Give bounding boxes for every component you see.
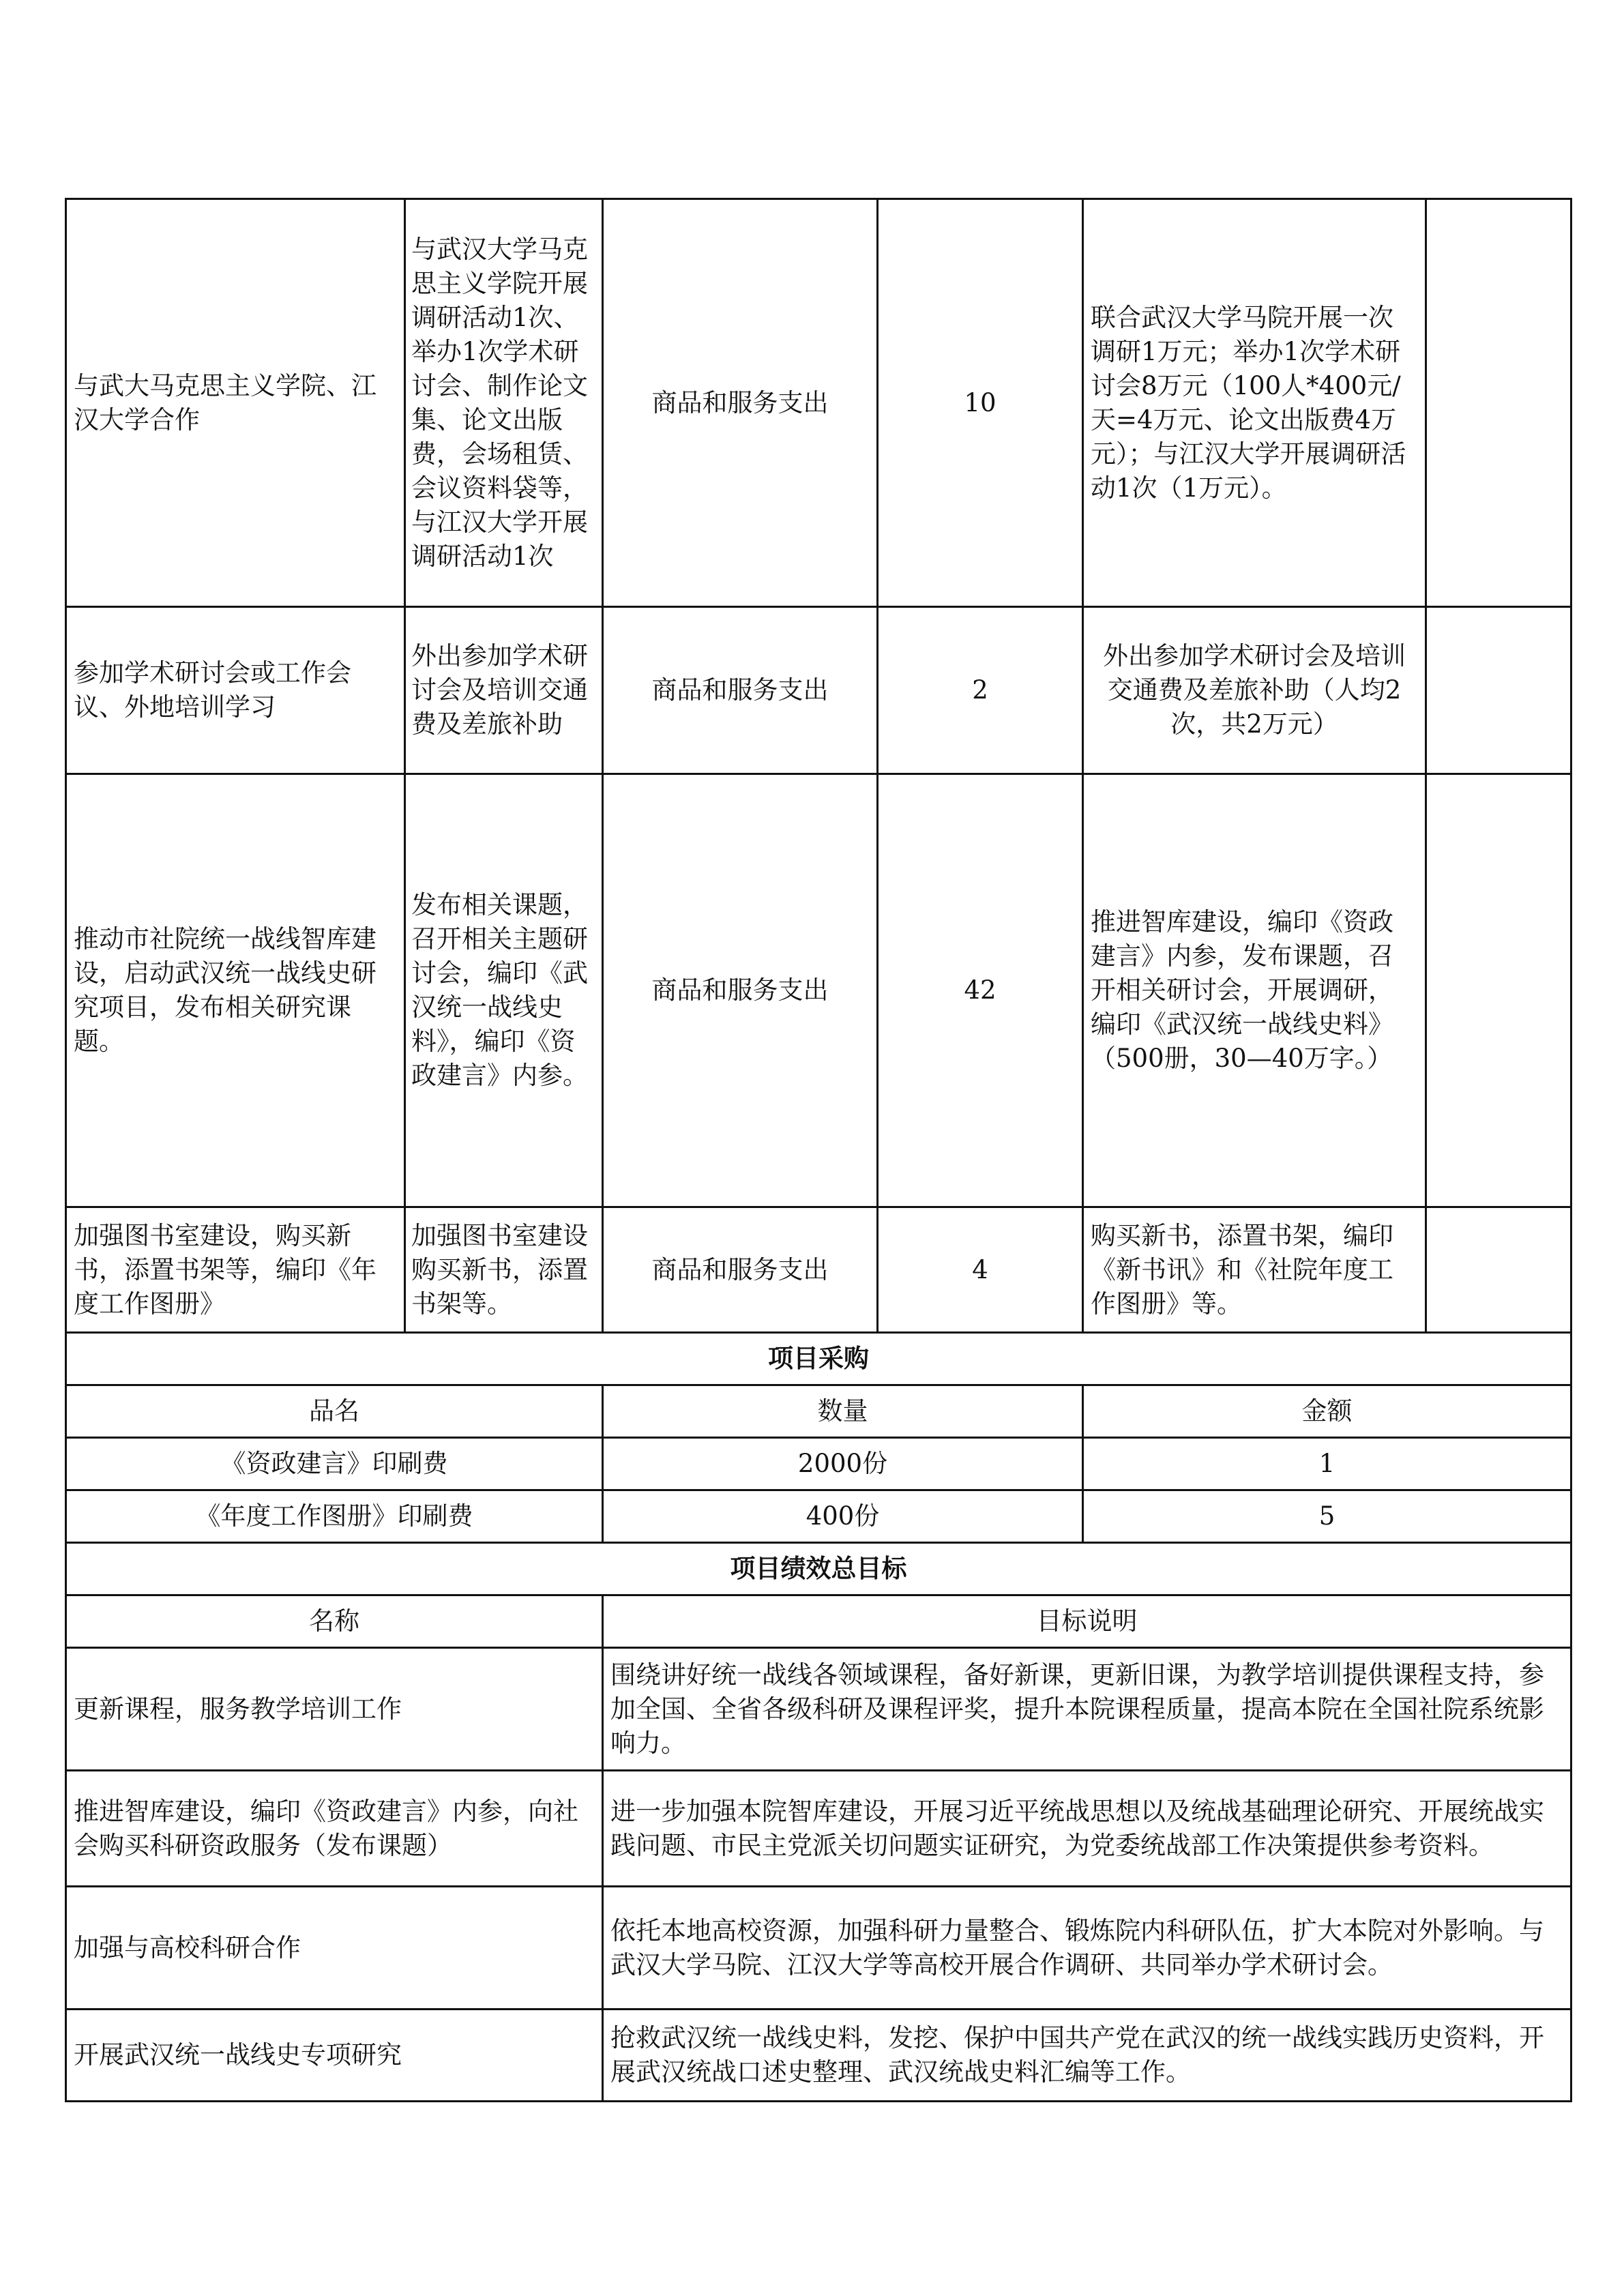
budget-category: 商品和服务支出 [603,1207,878,1333]
performance-header-name: 名称 [66,1595,603,1648]
procurement-amount: 1 [1083,1438,1571,1490]
budget-item: 加强图书室建设，购买新书，添置书架等，编印《年度工作图册》 [66,1207,405,1333]
performance-header-row [66,1595,1571,1648]
procurement-header-amount: 金额 [1083,1385,1571,1438]
budget-category: 商品和服务支出 [603,199,878,607]
performance-desc: 依托本地高校资源，加强科研力量整合、锻炼院内科研队伍，扩大本院对外影响。与武汉大学马院、江汉大学等高校开展合作调研、共同举办学术研讨会。 [603,1887,1571,2010]
budget-amount: 10 [878,199,1083,607]
budget-category: 商品和服务支出 [603,774,878,1207]
performance-header-desc: 目标说明 [603,1595,1571,1648]
budget-amount: 2 [878,607,1083,774]
performance-row [66,1771,1571,1887]
procurement-row [66,1490,1571,1543]
performance-title-row [66,1543,1571,1595]
budget-content: 外出参加学术研讨会及培训交通费及差旅补助 [405,607,603,774]
budget-item: 推动市社院统一战线智库建设，启动武汉统一战线史研究项目，发布相关研究课题。 [66,774,405,1207]
procurement-header-qty: 数量 [603,1385,1083,1438]
budget-row [66,774,1571,1207]
budget-item: 参加学术研讨会或工作会议、外地培训学习 [66,607,405,774]
budget-item: 与武大马克思主义学院、江汉大学合作 [66,199,405,607]
performance-name: 更新课程，服务教学培训工作 [66,1648,603,1771]
budget-basis: 联合武汉大学马院开展一次调研1万元；举办1次学术研讨会8万元（100人*400元/天=4万元、论文出版费4万元）；与江汉大学开展调研活动1次（1万元）。 [1083,199,1426,607]
budget-note [1426,1207,1571,1333]
budget-content: 加强图书室建设购买新书，添置书架等。 [405,1207,603,1333]
budget-note [1426,607,1571,774]
budget-row [66,199,1571,607]
budget-basis: 推进智库建设，编印《资政建言》内参，发布课题，召开相关研讨会，开展调研，编印《武汉统一战线史料》（500册，30—40万字。） [1083,774,1426,1207]
procurement-title: 项目采购 [66,1333,1571,1385]
budget-row [66,1207,1571,1333]
performance-name: 推进智库建设，编印《资政建言》内参，向社会购买科研资政服务（发布课题） [66,1771,603,1887]
budget-amount: 42 [878,774,1083,1207]
procurement-qty: 400份 [603,1490,1083,1543]
procurement-header-row [66,1385,1571,1438]
performance-desc: 进一步加强本院智库建设，开展习近平统战思想以及统战基础理论研究、开展统战实践问题、市民主党派关切问题实证研究，为党委统战部工作决策提供参考资料。 [603,1771,1571,1887]
performance-name: 加强与高校科研合作 [66,1887,603,2010]
performance-name: 开展武汉统一战线史专项研究 [66,2010,603,2102]
performance-row [66,2010,1571,2102]
procurement-row [66,1438,1571,1490]
performance-row [66,1887,1571,2010]
procurement-name: 《年度工作图册》印刷费 [66,1490,603,1543]
performance-title: 项目绩效总目标 [66,1543,1571,1595]
procurement-qty: 2000份 [603,1438,1083,1490]
budget-note [1426,199,1571,607]
procurement-title-row [66,1333,1571,1385]
budget-content: 与武汉大学马克思主义学院开展调研活动1次、举办1次学术研讨会、制作论文集、论文出版费，会场租赁、会议资料袋等，与江汉大学开展调研活动1次 [405,199,603,607]
budget-note [1426,774,1571,1207]
budget-category: 商品和服务支出 [603,607,878,774]
budget-content: 发布相关课题，召开相关主题研讨会，编印《武汉统一战线史料》，编印《资政建言》内参。 [405,774,603,1207]
performance-row [66,1648,1571,1771]
budget-detail-table [65,198,1572,2102]
budget-basis: 购买新书，添置书架，编印《新书讯》和《社院年度工作图册》等。 [1083,1207,1426,1333]
budget-row [66,607,1571,774]
performance-desc: 围绕讲好统一战线各领域课程，备好新课，更新旧课，为教学培训提供课程支持，参加全国、全省各级科研及课程评奖，提升本院课程质量，提高本院在全国社院系统影响力。 [603,1648,1571,1771]
budget-amount: 4 [878,1207,1083,1333]
procurement-header-name: 品名 [66,1385,603,1438]
budget-basis: 外出参加学术研讨会及培训交通费及差旅补助（人均2次，共2万元） [1083,607,1426,774]
performance-desc: 抢救武汉统一战线史料，发挖、保护中国共产党在武汉的统一战线实践历史资料，开展武汉统战口述史整理、武汉统战史料汇编等工作。 [603,2010,1571,2102]
procurement-amount: 5 [1083,1490,1571,1543]
procurement-name: 《资政建言》印刷费 [66,1438,603,1490]
